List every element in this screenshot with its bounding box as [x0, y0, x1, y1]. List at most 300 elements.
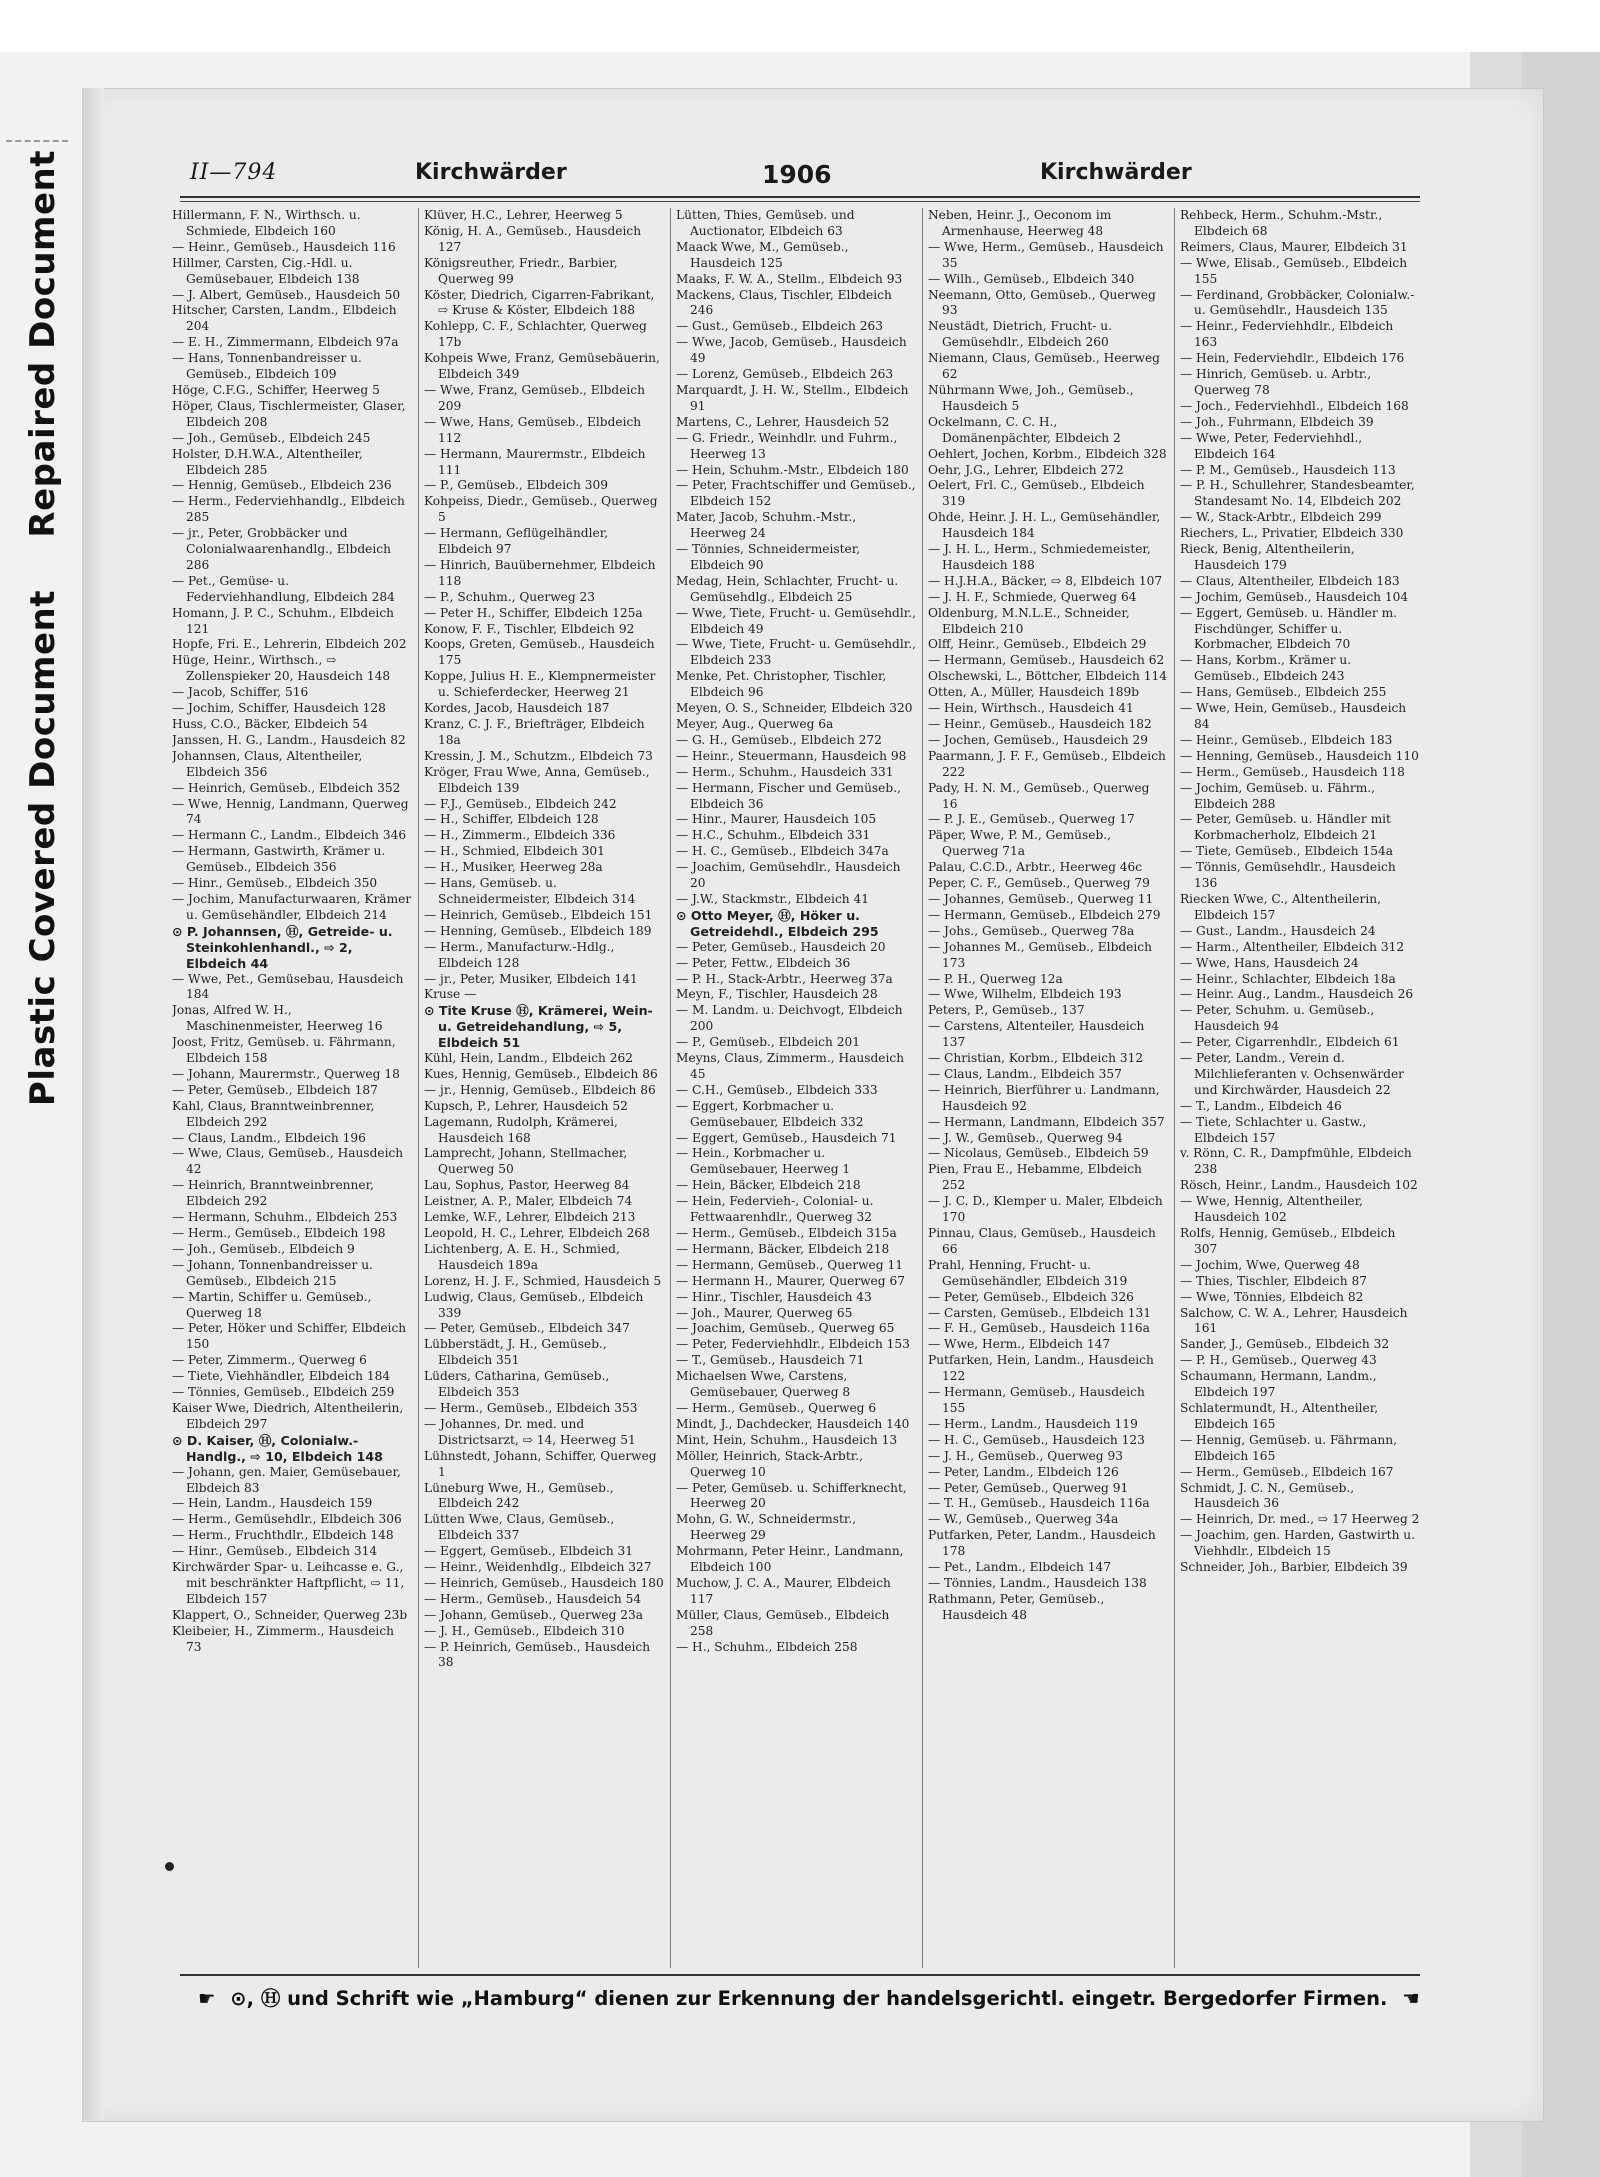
directory-entry: — Wwe, Tönnies, Elbdeich 82: [1180, 1289, 1364, 1304]
directory-entry: Otten, A., Müller, Hausdeich 189b: [928, 685, 1140, 700]
directory-entry: — P. Heinrich, Gemüseb., Hausdeich 38: [424, 1639, 651, 1670]
directory-entry: — Claus, Landm., Elbdeich 357: [928, 1066, 1122, 1081]
page-header: [190, 160, 1420, 196]
directory-entry: — Hein, Bäcker, Elbdeich 218: [676, 1178, 861, 1193]
directory-entry: Holster, D.H.W.A., Altentheiler, Elbdeich 285: [172, 446, 363, 477]
directory-entry: Peters, P., Gemüseb., 137: [928, 1003, 1085, 1018]
directory-entry: — Hinrich, Gemüseb. u. Arbtr., Querweg 78: [1180, 367, 1372, 397]
directory-entry: Kröger, Frau Wwe, Anna, Gemüseb., Elbdeich 139: [424, 764, 650, 795]
directory-entry: Prahl, Henning, Frucht- u. Gemüsehändler, Elbdeich 319: [928, 1257, 1128, 1288]
directory-entry: Olff, Heinr., Gemüseb., Elbdeich 29: [928, 637, 1147, 652]
directory-entry: — H. C., Gemüseb., Elbdeich 347a: [676, 844, 889, 859]
directory-entry: — Hans, Tonnenbandreisser u. Gemüseb., Elbdeich 109: [172, 351, 362, 382]
directory-entry: — Peter, Schuhm. u. Gemüseb., Hausdeich 94: [1180, 1003, 1375, 1034]
directory-entry: Konow, F. F., Tischler, Elbdeich 92: [424, 621, 635, 636]
directory-entry: — Wwe, Hennig, Altentheiler, Hausdeich 102: [1180, 1194, 1363, 1225]
directory-entry: — Peter, Landm., Verein d. Milchlieferanten v. Ochsenwärder und Kirchwärder, Hausdeich 22: [1180, 1051, 1404, 1097]
directory-entry: Maaks, F. W. A., Stellm., Elbdeich 93: [676, 271, 903, 286]
pointing-hand-icon: ☛: [198, 1987, 216, 2010]
directory-entry: — Eggert, Gemüseb., Hausdeich 71: [676, 1130, 897, 1145]
directory-entry: — Tiete, Gemüseb., Elbdeich 154a: [1180, 844, 1393, 859]
directory-entry: — Wwe, Jacob, Gemüseb., Hausdeich 49: [676, 335, 907, 366]
directory-entry: — Hein., Korbmacher u. Gemüsebauer, Heerweg 1: [676, 1146, 851, 1177]
directory-entry: — Johann, Gemüseb., Querweg 23a: [424, 1607, 644, 1622]
directory-entry: — Pet., Landm., Elbdeich 147: [928, 1560, 1111, 1575]
directory-entry: — Hein, Federviehdlr., Elbdeich 176: [1180, 351, 1405, 366]
directory-entry: Johannsen, Claus, Altentheiler, Elbdeich 356: [172, 748, 363, 779]
directory-column-4: [928, 208, 1168, 1970]
directory-entry: — Peter, Federviehhdlr., Elbdeich 153: [676, 1337, 910, 1352]
directory-entry: — Wwe, Wilhelm, Elbdeich 193: [928, 987, 1122, 1002]
directory-entry: — Tiete, Schlachter u. Gastw., Elbdeich 157: [1180, 1114, 1367, 1145]
directory-entry: — Joh., Gemüseb., Elbdeich 245: [172, 430, 371, 445]
directory-entry: — Wwe, Pet., Gemüsebau, Hausdeich 184: [172, 971, 404, 1002]
directory-entry: — Heinr. Aug., Landm., Hausdeich 26: [1180, 987, 1414, 1002]
directory-entry: — Gust., Landm., Hausdeich 24: [1180, 923, 1376, 938]
directory-entry: — P. J. E., Gemüseb., Querweg 17: [928, 812, 1135, 827]
directory-entry: — Peter, Zimmerm., Querweg 6: [172, 1353, 367, 1368]
directory-entry: — J. H., Gemüseb., Elbdeich 310: [424, 1623, 625, 1638]
directory-entry: — G. Friedr., Weinhdlr. und Fuhrm., Heerweg 13: [676, 430, 898, 461]
directory-entry: — T., Landm., Elbdeich 46: [1180, 1098, 1342, 1113]
directory-entry: — Hermann, Gemüseb., Hausdeich 62: [928, 653, 1165, 668]
directory-entry: Lüders, Catharina, Gemüseb., Elbdeich 353: [424, 1369, 610, 1400]
directory-entry: — Heinrich, Gemüseb., Elbdeich 151: [424, 907, 653, 922]
directory-entry: Ockelmann, C. C. H., Domänenpächter, Elbdeich 2: [928, 414, 1121, 445]
directory-entry: Schmidt, J. C. N., Gemüseb., Hausdeich 36: [1180, 1480, 1355, 1511]
directory-entry: Mater, Jacob, Schuhm.-Mstr., Heerweg 24: [676, 510, 857, 541]
directory-entry: — Johann, gen. Maier, Gemüsebauer, Elbdeich 83: [172, 1464, 401, 1495]
directory-entry: — P. H., Gemüseb., Querweg 43: [1180, 1353, 1377, 1368]
directory-entry: — Heinr., Weidenhdlg., Elbdeich 327: [424, 1560, 652, 1575]
directory-entry: Schaumann, Hermann, Landm., Elbdeich 197: [1180, 1369, 1377, 1400]
directory-entry: Palau, C.C.D., Arbtr., Heerweg 46c: [928, 860, 1143, 875]
directory-entry: — H., Schmied, Elbdeich 301: [424, 844, 605, 859]
directory-entry: Möller, Heinrich, Stack-Arbtr., Querweg 10: [676, 1448, 863, 1479]
directory-entry: — H. C., Gemüseb., Hausdeich 123: [928, 1432, 1145, 1447]
directory-column-2: [424, 208, 664, 1970]
directory-entry: — Henning, Gemüseb., Elbdeich 189: [424, 923, 652, 938]
directory-entry: — T. H., Gemüseb., Hausdeich 116a: [928, 1496, 1150, 1511]
directory-entry: — J. W., Gemüseb., Querweg 94: [928, 1130, 1123, 1145]
directory-entry: Päper, Wwe, P. M., Gemüseb., Querweg 71a: [928, 828, 1112, 859]
directory-entry: — H., Musiker, Heerweg 28a: [424, 860, 603, 875]
directory-entry: — Heinrich, Branntweinbrenner, Elbdeich 292: [172, 1178, 374, 1209]
directory-entry: Klüver, H.C., Lehrer, Heerweg 5: [424, 208, 623, 222]
directory-entry: Oehr, J.G., Lehrer, Elbdeich 272: [928, 462, 1124, 477]
directory-entry: — Tönnis, Gemüsehdlr., Hausdeich 136: [1180, 860, 1396, 891]
directory-entry: — Tönnies, Landm., Hausdeich 138: [928, 1575, 1147, 1590]
directory-entry: — Eggert, Korbmacher u. Gemüsebauer, Elbdeich 332: [676, 1098, 864, 1129]
directory-entry: Oehlert, Jochen, Korbm., Elbdeich 328: [928, 446, 1167, 461]
directory-entry: Neemann, Otto, Gemüseb., Querweg 93: [928, 287, 1156, 318]
directory-entry: — Johs., Gemüseb., Querweg 78a: [928, 923, 1135, 938]
directory-entry: — Wwe, Claus, Gemüseb., Hausdeich 42: [172, 1146, 404, 1177]
directory-entry: — Peter, Cigarrenhdlr., Elbdeich 61: [1180, 1035, 1400, 1050]
directory-entry: — Peter H., Schiffer, Elbdeich 125a: [424, 605, 643, 620]
directory-entry: — jr., Peter, Musiker, Elbdeich 141: [424, 971, 638, 986]
directory-entry: — Jochen, Gemüseb., Hausdeich 29: [928, 732, 1148, 747]
directory-entry: Kohpeiss, Diedr., Gemüseb., Querweg 5: [424, 494, 658, 525]
directory-entry: — Joachim, gen. Harden, Gastwirth u. Viehhdlr., Elbdeich 15: [1180, 1528, 1416, 1559]
directory-entry: König, H. A., Gemüseb., Hausdeich 127: [424, 223, 642, 254]
directory-entry: — Hermann, Gastwirth, Krämer u. Gemüseb., Elbdeich 356: [172, 844, 386, 875]
directory-entry: Lichtenberg, A. E. H., Schmied, Hausdeich 189a: [424, 1241, 620, 1272]
directory-entry: Riechers, L., Privatier, Elbdeich 330: [1180, 526, 1404, 541]
directory-entry: Nührmann Wwe, Joh., Gemüseb., Hausdeich 5: [928, 382, 1134, 413]
directory-entry: — P. H., Schullehrer, Standesbeamter, Standesamt No. 14, Elbdeich 202: [1180, 478, 1415, 509]
directory-entry: — Heinr., Gemüseb., Hausdeich 116: [172, 239, 396, 254]
directory-entry: — Tönnies, Gemüseb., Elbdeich 259: [172, 1385, 395, 1400]
directory-entry: Pien, Frau E., Hebamme, Elbdeich 252: [928, 1162, 1142, 1193]
directory-entry: Lemke, W.F., Lehrer, Elbdeich 213: [424, 1210, 636, 1225]
directory-column-5: [1180, 208, 1420, 1970]
directory-entry: — Heinrich, Gemüseb., Elbdeich 352: [172, 780, 401, 795]
directory-entry: — Heinr., Gemüseb., Elbdeich 183: [1180, 732, 1393, 747]
directory-entry: Mint, Hein, Schuhm., Hausdeich 13: [676, 1432, 898, 1447]
directory-entry: — Hans, Gemüseb., Elbdeich 255: [1180, 685, 1387, 700]
directory-entry: Kupsch, P., Lehrer, Hausdeich 52: [424, 1098, 628, 1113]
directory-entry: — Herm., Gemüseb., Hausdeich 118: [1180, 764, 1405, 779]
ink-mark: [165, 1862, 174, 1871]
footer-note: ⊙, Ⓗ und Schrift wie „Hamburg“ dienen zur Erkennung der handelsgerichtl. eingetr. Bergedorfer Firmen.: [230, 1987, 1388, 2010]
directory-entry: — jr., Peter, Grobbäcker und Colonialwaarenhandlg., Elbdeich 286: [172, 526, 391, 572]
directory-entry: — Hermann, Gemüseb., Hausdeich 155: [928, 1385, 1145, 1415]
directory-entry: — Hinr., Tischler, Hausdeich 43: [676, 1289, 872, 1304]
header-rule: [180, 196, 1420, 198]
directory-entry: — Peter, Landm., Elbdeich 126: [928, 1464, 1119, 1479]
directory-entry: — Wwe, Hennig, Landmann, Querweg 74: [172, 796, 409, 827]
directory-entry: Mindt, J., Dachdecker, Hausdeich 140: [676, 1416, 910, 1431]
directory-entry: — H., Schiffer, Elbdeich 128: [424, 812, 599, 827]
directory-entry: — Hinr., Maurer, Hausdeich 105: [676, 812, 877, 827]
side-label-plastic-covered: Plastic Covered Document: [23, 589, 63, 1106]
directory-entry: Marquardt, J. H. W., Stellm., Elbdeich 91: [676, 382, 909, 413]
directory-entry: — Herm., Gemüseb., Querweg 6: [676, 1400, 877, 1415]
directory-entry: ⊙ Otto Meyer, Ⓗ, Höker u. Getreidehdl., Elbdeich 295: [676, 907, 879, 939]
directory-entry: — P., Gemüseb., Elbdeich 201: [676, 1035, 860, 1050]
directory-entry: Kruse —: [424, 987, 477, 1002]
directory-entry: Lagemann, Rudolph, Krämerei, Hausdeich 168: [424, 1114, 618, 1145]
directory-entry: Neben, Heinr. J., Oeconom im Armenhause, Heerweg 48: [928, 208, 1112, 238]
page-binding-shadow: [82, 88, 104, 2120]
directory-entry: ⊙ D. Kaiser, Ⓗ, Colonialw.-Handlg., ⇨ 10, Elbdeich 148: [172, 1432, 383, 1464]
directory-entry: — Herm., Landm., Hausdeich 119: [928, 1416, 1138, 1431]
directory-entry: — Hans, Gemüseb. u. Schneidermeister, Elbdeich 314: [424, 876, 636, 906]
directory-entry: — M. Landm. u. Deichvogt, Elbdeich 200: [676, 1003, 903, 1034]
directory-entry: — Peter, Gemüseb., Elbdeich 347: [424, 1321, 630, 1336]
directory-entry: Koops, Greten, Gemüseb., Hausdeich 175: [424, 637, 655, 668]
directory-entry: — Joh., Maurer, Querweg 65: [676, 1305, 853, 1320]
directory-entry: Pady, H. N. M., Gemüseb., Querweg 16: [928, 780, 1150, 811]
page-footer: [190, 1983, 1420, 2013]
directory-entry: — Hein, Wirthsch., Hausdeich 41: [928, 701, 1134, 716]
directory-entry: Leistner, A. P., Maler, Elbdeich 74: [424, 1194, 633, 1209]
directory-entry: — Harm., Altentheiler, Elbdeich 312: [1180, 939, 1405, 954]
directory-entry: — Hermann, Maurermstr., Elbdeich 111: [424, 446, 646, 477]
directory-entry: Lühnstedt, Johann, Schiffer, Querweg 1: [424, 1448, 657, 1479]
directory-entry: Sander, J., Gemüseb., Elbdeich 32: [1180, 1337, 1390, 1352]
directory-entry: — Hermann, Gemüseb., Elbdeich 279: [928, 907, 1161, 922]
directory-entry: Michaelsen Wwe, Carstens, Gemüsebauer, Querweg 8: [676, 1369, 851, 1400]
directory-entry: — Hermann, Gemüseb., Querweg 11: [676, 1257, 903, 1272]
directory-entry: — Peter, Fettw., Elbdeich 36: [676, 955, 851, 970]
directory-entry: — P. H., Stack-Arbtr., Heerweg 37a: [676, 971, 893, 986]
directory-entry: Menke, Pet. Christopher, Tischler, Elbdeich 96: [676, 669, 887, 700]
directory-entry: Lamprecht, Johann, Stellmacher, Querweg 50: [424, 1146, 628, 1177]
directory-entry: Peper, C. F., Gemüseb., Querweg 79: [928, 876, 1150, 891]
directory-entry: — J.W., Stackmstr., Elbdeich 41: [676, 891, 869, 906]
directory-entry: — Heinrich, Dr. med., ⇨ 17 Heerweg 2: [1180, 1512, 1420, 1527]
directory-entry: — Peter, Gemüseb., Querweg 91: [928, 1480, 1129, 1495]
directory-entry: Kleibeier, H., Zimmerm., Hausdeich 73: [172, 1623, 395, 1654]
directory-entry: — E. H., Zimmermann, Elbdeich 97a: [172, 335, 399, 350]
directory-entry: — H.C., Schuhm., Elbdeich 331: [676, 828, 871, 843]
directory-entry: Rösch, Heinr., Landm., Hausdeich 102: [1180, 1178, 1418, 1193]
directory-entry: Mohrmann, Peter Heinr., Landmann, Elbdeich 100: [676, 1544, 904, 1575]
directory-entry: — P., Schuhm., Querweg 23: [424, 589, 596, 604]
directory-entry: Köster, Diedrich, Cigarren-Fabrikant, ⇨ Kruse & Köster, Elbdeich 188: [424, 287, 655, 318]
directory-entry: Kohpeis Wwe, Franz, Gemüsebäuerin, Elbdeich 349: [424, 351, 660, 382]
directory-entry: — Peter, Gemüseb., Elbdeich 326: [928, 1289, 1134, 1304]
page-number: II—794: [190, 160, 278, 185]
directory-entry: — J. C. D., Klemper u. Maler, Elbdeich 170: [928, 1194, 1163, 1225]
directory-column-3: [676, 208, 916, 1970]
directory-entry: — Wwe, Tiete, Frucht- u. Gemüsehdlr., Elbdeich 49: [676, 605, 916, 636]
directory-entry: Meyer, Aug., Querweg 6a: [676, 717, 834, 731]
directory-columns: [172, 208, 1440, 1970]
directory-entry: — Peter, Höker und Schiffer, Elbdeich 150: [172, 1321, 407, 1352]
directory-entry: Putfarken, Hein, Landm., Hausdeich 122: [928, 1353, 1154, 1384]
directory-entry: Rieck, Benig, Altentheilerin, Hausdeich 179: [1180, 542, 1355, 572]
directory-entry: — Heinrich, Gemüseb., Hausdeich 180: [424, 1575, 664, 1590]
directory-entry: Lüneburg Wwe, H., Gemüseb., Elbdeich 242: [424, 1480, 614, 1511]
directory-entry: — Hinr., Gemüseb., Elbdeich 350: [172, 876, 378, 891]
directory-entry: — Herm., Federviehhandlg., Elbdeich 285: [172, 494, 405, 525]
directory-entry: — Ferdinand, Grobbäcker, Colonialw.- u. Gemüsehdlr., Hausdeich 135: [1180, 287, 1415, 318]
directory-entry: — G. H., Gemüseb., Elbdeich 272: [676, 732, 882, 747]
directory-entry: — Carsten, Gemüseb., Elbdeich 131: [928, 1305, 1152, 1320]
directory-entry: — Claus, Altentheiler, Elbdeich 183: [1180, 573, 1400, 588]
directory-entry: Lübberstädt, J. H., Gemüseb., Elbdeich 351: [424, 1337, 607, 1368]
directory-entry: Hüge, Heinr., Wirthsch., ⇨ Zollenspieker 20, Hausdeich 148: [172, 653, 391, 684]
directory-entry: — J. H., Gemüseb., Querweg 93: [928, 1448, 1123, 1463]
directory-entry: — Hennig, Gemüseb. u. Fährmann, Elbdeich 165: [1180, 1432, 1397, 1463]
directory-entry: Schlatermundt, H., Altentheiler, Elbdeich 165: [1180, 1400, 1379, 1431]
directory-entry: Rehbeck, Herm., Schuhm.-Mstr., Elbdeich 68: [1180, 208, 1383, 238]
directory-entry: — Peter, Gemüseb. u. Händler mit Korbmacherholz, Elbdeich 21: [1180, 812, 1391, 843]
directory-entry: Putfarken, Peter, Landm., Hausdeich 178: [928, 1528, 1156, 1559]
header-year: 1906: [762, 160, 832, 189]
directory-entry: — Hermann, Geflügelhändler, Elbdeich 97: [424, 526, 609, 557]
directory-entry: — Lorenz, Gemüseb., Elbdeich 263: [676, 367, 894, 382]
directory-entry: Mohn, G. W., Schneidermstr., Heerweg 29: [676, 1512, 857, 1543]
directory-entry: — F. H., Gemüseb., Hausdeich 116a: [928, 1321, 1150, 1336]
directory-entry: — Tiete, Viehhändler, Elbdeich 184: [172, 1369, 391, 1384]
directory-entry: — Herm., Schuhm., Hausdeich 331: [676, 764, 894, 779]
directory-entry: — Hermann, Bäcker, Elbdeich 218: [676, 1241, 890, 1256]
directory-entry: — Hermann, Fischer und Gemüseb., Elbdeich 36: [676, 780, 901, 811]
directory-entry: Kühl, Hein, Landm., Elbdeich 262: [424, 1051, 634, 1066]
directory-entry: Paarmann, J. F. F., Gemüseb., Elbdeich 222: [928, 748, 1166, 779]
directory-entry: Schneider, Joh., Barbier, Elbdeich 39: [1180, 1560, 1408, 1575]
directory-entry: Ludwig, Claus, Gemüseb., Elbdeich 339: [424, 1289, 644, 1320]
directory-entry: Königsreuther, Friedr., Barbier, Querweg 99: [424, 255, 618, 286]
directory-entry: — Hein, Federvieh-, Colonial- u. Fettwaarenhdlr., Querweg 32: [676, 1194, 874, 1225]
directory-entry: Lorenz, H. J. F., Schmied, Hausdeich 5: [424, 1273, 662, 1288]
directory-entry: ⊙ P. Johannsen, Ⓗ, Getreide- u. Steinkohlenhandl., ⇨ 2, Elbdeich 44: [172, 923, 393, 971]
directory-entry: — Heinr., Federviehhdlr., Elbdeich 163: [1180, 319, 1394, 350]
directory-entry: Olschewski, L., Böttcher, Elbdeich 114: [928, 669, 1167, 684]
side-label-repaired: Repaired Document: [23, 150, 63, 538]
directory-entry: Hopfe, Fri. E., Lehrerin, Elbdeich 202: [172, 637, 407, 652]
directory-entry: Pinnau, Claus, Gemüseb., Hausdeich 66: [928, 1226, 1156, 1256]
directory-entry: Kirchwärder Spar- u. Leihcasse e. G., mit beschränkter Haftpflicht, ⇨ 11, Elbdeich 157: [172, 1560, 405, 1606]
directory-entry: — Wilh., Gemüseb., Elbdeich 340: [928, 271, 1135, 286]
directory-entry: — Jochim, Schiffer, Hausdeich 128: [172, 701, 386, 716]
directory-entry: Neustädt, Dietrich, Frucht- u. Gemüsehdlr., Elbdeich 260: [928, 319, 1112, 350]
directory-entry: — Wwe, Herm., Elbdeich 147: [928, 1337, 1111, 1352]
directory-entry: Kahl, Claus, Branntweinbrenner, Elbdeich 292: [172, 1098, 375, 1129]
directory-entry: Höper, Claus, Tischlermeister, Glaser, Elbdeich 208: [172, 398, 406, 429]
directory-entry: — Heinr., Schlachter, Elbdeich 18a: [1180, 971, 1396, 986]
directory-entry: — Pet., Gemüse- u. Federviehhandlung, Elbdeich 284: [172, 573, 395, 604]
directory-entry: — Gust., Gemüseb., Elbdeich 263: [676, 319, 883, 334]
directory-entry: — Johannes, Gemüseb., Querweg 11: [928, 891, 1154, 906]
directory-entry: — Herm., Gemüsehdlr., Elbdeich 306: [172, 1512, 402, 1527]
directory-entry: — Hermann C., Landm., Elbdeich 346: [172, 828, 407, 843]
directory-entry: Lau, Sophus, Pastor, Heerweg 84: [424, 1178, 630, 1193]
directory-entry: — Henning, Gemüseb., Hausdeich 110: [1180, 748, 1419, 763]
directory-entry: Reimers, Claus, Maurer, Elbdeich 31: [1180, 239, 1408, 254]
directory-entry: — H.J.H.A., Bäcker, ⇨ 8, Elbdeich 107: [928, 573, 1163, 588]
directory-entry: Salchow, C. W. A., Lehrer, Hausdeich 161: [1180, 1305, 1408, 1336]
directory-entry: Meyen, O. S., Schneider, Elbdeich 320: [676, 701, 913, 716]
directory-entry: Martens, C., Lehrer, Hausdeich 52: [676, 414, 890, 429]
directory-entry: — Joh., Fuhrmann, Elbdeich 39: [1180, 414, 1374, 429]
directory-entry: — Eggert, Gemüseb., Elbdeich 31: [424, 1544, 634, 1559]
directory-entry: — Johannes, Dr. med. und Districtsarzt, ⇨ 14, Heerweg 51: [424, 1416, 636, 1447]
directory-entry: — Wwe, Hans, Hausdeich 24: [1180, 955, 1359, 970]
directory-entry: Maack Wwe, M., Gemüseb., Hausdeich 125: [676, 239, 849, 270]
side-divider: [6, 140, 68, 142]
directory-entry: — P., Gemüseb., Elbdeich 309: [424, 478, 608, 493]
directory-entry: — Wwe, Elisab., Gemüseb., Elbdeich 155: [1180, 255, 1408, 286]
directory-entry: Koppe, Julius H. E., Klempnermeister u. Schieferdecker, Heerweg 21: [424, 669, 656, 700]
directory-entry: — W., Gemüseb., Querweg 34a: [928, 1512, 1119, 1527]
directory-entry: — Wwe, Hein, Gemüseb., Hausdeich 84: [1180, 701, 1407, 731]
directory-entry: — Johann, Maurermstr., Querweg 18: [172, 1066, 400, 1081]
directory-entry: — Jochim, Manufacturwaaren, Krämer u. Gemüsehändler, Elbdeich 214: [172, 891, 412, 922]
directory-entry: — Johannes M., Gemüseb., Elbdeich 173: [928, 939, 1152, 970]
directory-entry: — Joachim, Gemüseb., Querweg 65: [676, 1321, 895, 1336]
directory-entry: — Wwe, Hans, Gemüseb., Elbdeich 112: [424, 414, 642, 445]
directory-entry: — Hermann, Landmann, Elbdeich 357: [928, 1114, 1165, 1129]
directory-entry: — Peter, Gemüseb., Hausdeich 20: [676, 939, 886, 954]
directory-entry: Rolfs, Hennig, Gemüseb., Elbdeich 307: [1180, 1226, 1396, 1256]
directory-entry: Muchow, J. C. A., Maurer, Elbdeich 117: [676, 1575, 891, 1606]
directory-entry: — Heinrich, Bierführer u. Landmann, Hausdeich 92: [928, 1082, 1160, 1113]
document-condition-labels: [8, 150, 78, 1260]
directory-entry: Meyn, F., Tischler, Hausdeich 28: [676, 987, 878, 1002]
directory-entry: — Heinr., Gemüseb., Hausdeich 182: [928, 717, 1152, 731]
directory-entry: — Jochim, Gemüseb., Hausdeich 104: [1180, 589, 1409, 604]
directory-entry: — Tönnies, Schneidermeister, Elbdeich 90: [676, 542, 861, 572]
directory-entry: — J. H. F., Schmiede, Querweg 64: [928, 589, 1137, 604]
directory-entry: Hillermann, F. N., Wirthsch. u. Schmiede, Elbdeich 160: [172, 208, 361, 238]
directory-entry: Janssen, H. G., Landm., Hausdeich 82: [172, 732, 406, 747]
directory-entry: — Hein, Landm., Hausdeich 159: [172, 1496, 373, 1511]
directory-entry: Niemann, Claus, Gemüseb., Heerweg 62: [928, 351, 1160, 382]
directory-entry: — Hinr., Gemüseb., Elbdeich 314: [172, 1544, 378, 1559]
footer-rule: [180, 1974, 1420, 1976]
directory-entry: — H., Schuhm., Elbdeich 258: [676, 1639, 858, 1654]
directory-entry: Kohlepp, C. F., Schlachter, Querweg 17b: [424, 319, 647, 350]
directory-entry: — Herm., Fruchthdlr., Elbdeich 148: [172, 1528, 394, 1543]
directory-entry: — P. H., Querweg 12a: [928, 971, 1063, 986]
directory-entry: — Heinr., Steuermann, Hausdeich 98: [676, 748, 907, 763]
directory-entry: Homann, J. P. C., Schuhm., Elbdeich 121: [172, 605, 394, 636]
directory-entry: — Carstens, Altenteiler, Hausdeich 137: [928, 1019, 1145, 1050]
directory-entry: Oelert, Frl. C., Gemüseb., Elbdeich 319: [928, 478, 1145, 509]
directory-entry: — W., Stack-Arbtr., Elbdeich 299: [1180, 510, 1382, 525]
directory-entry: — Herm., Gemüseb., Elbdeich 167: [1180, 1464, 1394, 1479]
directory-entry: — Joachim, Gemüsehdlr., Hausdeich 20: [676, 860, 901, 891]
directory-entry: Hitscher, Carsten, Landm., Elbdeich 204: [172, 303, 397, 334]
directory-entry: Hillmer, Carsten, Cig.-Hdl. u. Gemüsebauer, Elbdeich 138: [172, 255, 360, 286]
header-rule-thin: [180, 201, 1420, 202]
directory-entry: Riecken Wwe, C., Altentheilerin, Elbdeich 157: [1180, 891, 1381, 922]
directory-entry: — jr., Hennig, Gemüseb., Elbdeich 86: [424, 1082, 656, 1097]
directory-entry: — Christian, Korbm., Elbdeich 312: [928, 1051, 1144, 1066]
directory-entry: Kressin, J. M., Schutzm., Elbdeich 73: [424, 748, 653, 763]
directory-entry: — Eggert, Gemüseb. u. Händler m. Fischdünger, Schiffer u. Korbmacher, Elbdeich 70: [1180, 605, 1398, 652]
directory-entry: — Herm., Gemüseb., Elbdeich 315a: [676, 1226, 897, 1240]
directory-entry: Joost, Fritz, Gemüseb. u. Fährmann, Elbdeich 158: [172, 1035, 396, 1066]
directory-entry: Müller, Claus, Gemüseb., Elbdeich 258: [676, 1607, 890, 1638]
directory-entry: — Claus, Landm., Elbdeich 196: [172, 1130, 366, 1145]
directory-entry: — Hein, Schuhm.-Mstr., Elbdeich 180: [676, 462, 909, 477]
directory-entry: — Herm., Gemüseb., Elbdeich 353: [424, 1400, 638, 1415]
directory-entry: Lütten, Thies, Gemüseb. und Auctionator, Elbdeich 63: [676, 208, 855, 238]
directory-entry: Kaiser Wwe, Diedrich, Altentheilerin, Elbdeich 297: [172, 1400, 404, 1431]
header-left-title: Kirchwärder: [415, 160, 567, 185]
directory-entry: Lütten Wwe, Claus, Gemüseb., Elbdeich 337: [424, 1512, 615, 1543]
directory-entry: — Peter, Frachtschiffer und Gemüseb., Elbdeich 152: [676, 478, 916, 509]
directory-entry: — Herm., Gemüseb., Hausdeich 54: [424, 1591, 642, 1606]
directory-entry: Huss, C.O., Bäcker, Elbdeich 54: [172, 717, 368, 731]
directory-entry: — Wwe, Herm., Gemüseb., Hausdeich 35: [928, 239, 1164, 270]
directory-entry: — Wwe, Franz, Gemüseb., Elbdeich 209: [424, 382, 645, 413]
directory-entry: — P. M., Gemüseb., Hausdeich 113: [1180, 462, 1396, 477]
directory-entry: — Joch., Federviehhdl., Elbdeich 168: [1180, 398, 1409, 413]
directory-entry: — Peter, Gemüseb. u. Schifferknecht, Heerweg 20: [676, 1480, 907, 1511]
directory-entry: Meyns, Claus, Zimmerm., Hausdeich 45: [676, 1051, 905, 1081]
directory-entry: — Jacob, Schiffer, 516: [172, 685, 309, 700]
directory-entry: Leopold, H. C., Lehrer, Elbdeich 268: [424, 1226, 650, 1240]
directory-entry: — C.H., Gemüseb., Elbdeich 333: [676, 1082, 878, 1097]
directory-entry: — H., Zimmerm., Elbdeich 336: [424, 828, 616, 843]
directory-entry: — Peter, Gemüseb., Elbdeich 187: [172, 1082, 378, 1097]
directory-entry: — J. H. L., Herm., Schmiedemeister, Hausdeich 188: [928, 542, 1151, 572]
directory-entry: Kues, Hennig, Gemüseb., Elbdeich 86: [424, 1066, 658, 1081]
directory-entry: Höge, C.F.G., Schiffer, Heerweg 5: [172, 382, 380, 397]
directory-entry: Kordes, Jacob, Hausdeich 187: [424, 701, 610, 716]
directory-entry: — Hans, Korbm., Krämer u. Gemüseb., Elbdeich 243: [1180, 653, 1352, 684]
directory-entry: — Herm., Manufacturw.-Hdlg., Elbdeich 128: [424, 939, 615, 970]
directory-entry: — Hinrich, Bauübernehmer, Elbdeich 118: [424, 557, 656, 588]
directory-entry: Ohde, Heinr. J. H. L., Gemüsehändler, Hausdeich 184: [928, 510, 1161, 541]
